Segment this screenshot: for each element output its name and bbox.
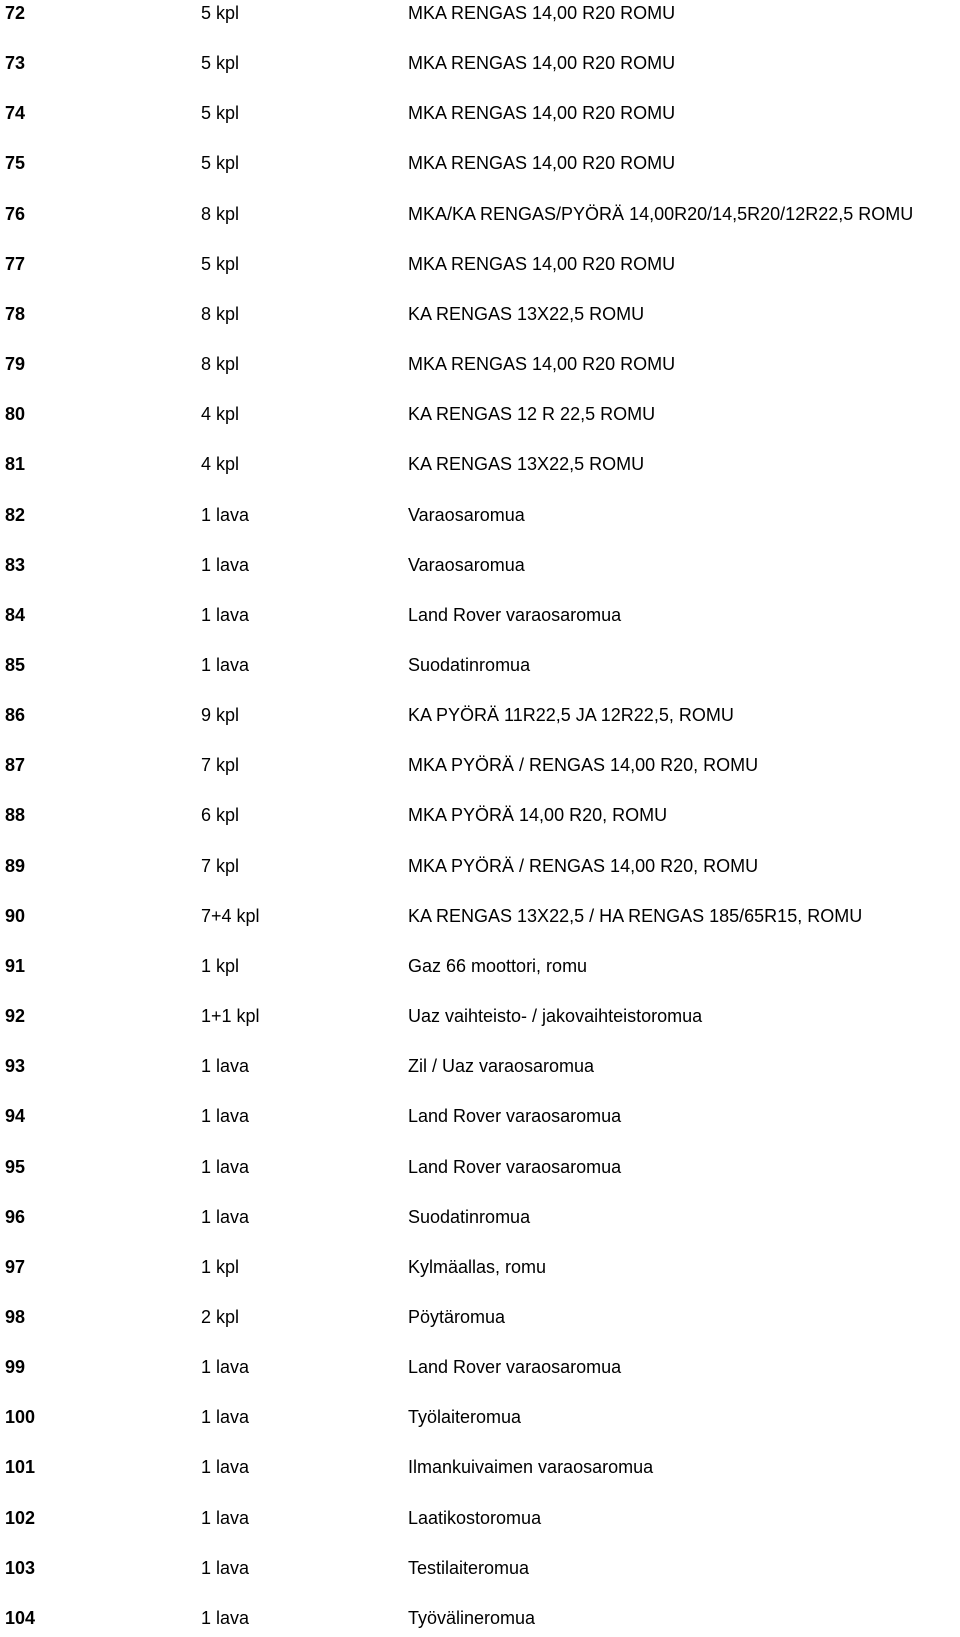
list-item — [0, 203, 960, 233]
item-quantity: 5 kpl — [201, 103, 240, 124]
list-item — [0, 604, 960, 634]
item-quantity: 1 lava — [201, 1407, 250, 1428]
item-quantity: 1 lava — [201, 1056, 250, 1077]
item-number: 80 — [5, 404, 26, 425]
item-description: KA RENGAS 12 R 22,5 ROMU — [408, 404, 656, 425]
item-quantity: 9 kpl — [201, 705, 240, 726]
item-description: MKA RENGAS 14,00 R20 ROMU — [408, 354, 676, 375]
item-description: KA RENGAS 13X22,5 ROMU — [408, 303, 645, 324]
list-item — [0, 1306, 960, 1336]
item-description: MKA RENGAS 14,00 R20 ROMU — [408, 103, 676, 124]
item-number: 90 — [5, 905, 26, 926]
item-number: 89 — [5, 855, 26, 876]
item-number: 97 — [5, 1256, 26, 1277]
item-description: MKA/KA RENGAS/PYÖRÄ 14,00R20/14,5R20/12R22,5 ROMU — [408, 203, 914, 224]
list-item — [0, 2, 960, 32]
item-description: Varaosaromua — [408, 554, 525, 575]
item-quantity: 1 lava — [201, 1206, 250, 1227]
list-item — [0, 1507, 960, 1537]
item-description: Työlaiteromua — [408, 1407, 522, 1428]
item-description: Suodatinromua — [408, 1206, 531, 1227]
item-number: 81 — [5, 454, 26, 475]
list-item — [0, 1607, 960, 1637]
list-item — [0, 1055, 960, 1085]
item-quantity: 7 kpl — [201, 755, 240, 776]
list-item — [0, 1105, 960, 1135]
item-quantity: 1 lava — [201, 554, 250, 575]
item-description: MKA RENGAS 14,00 R20 ROMU — [408, 3, 676, 23]
item-quantity: 1 lava — [201, 1457, 250, 1478]
item-number: 77 — [5, 253, 26, 274]
item-description: KA PYÖRÄ 11R22,5 JA 12R22,5, ROMU — [408, 705, 734, 726]
list-item — [0, 754, 960, 784]
item-number: 101 — [5, 1457, 36, 1478]
item-quantity: 1 lava — [201, 1156, 250, 1177]
list-item — [0, 554, 960, 584]
item-quantity: 4 kpl — [201, 454, 240, 475]
item-description: KA RENGAS 13X22,5 ROMU — [408, 454, 645, 475]
list-item — [0, 1156, 960, 1186]
item-quantity: 5 kpl — [201, 3, 240, 23]
list-item — [0, 1557, 960, 1587]
item-quantity: 8 kpl — [201, 354, 240, 375]
list-item — [0, 403, 960, 433]
item-description: Ilmankuivaimen varaosaromua — [408, 1457, 654, 1478]
item-quantity: 1 lava — [201, 604, 250, 625]
item-description: Land Rover varaosaromua — [408, 1106, 622, 1127]
list-item — [0, 804, 960, 834]
item-number: 74 — [5, 103, 26, 124]
list-item — [0, 52, 960, 82]
list-item — [0, 152, 960, 182]
item-description: Zil / Uaz varaosaromua — [408, 1056, 595, 1077]
item-quantity: 6 kpl — [201, 805, 240, 826]
item-number: 98 — [5, 1306, 26, 1327]
list-item — [0, 102, 960, 132]
list-item — [0, 303, 960, 333]
item-description: Laatikostoromua — [408, 1507, 542, 1528]
item-description: Varaosaromua — [408, 504, 525, 525]
item-quantity: 1 lava — [201, 1507, 250, 1528]
item-number: 78 — [5, 303, 26, 324]
item-number: 95 — [5, 1156, 26, 1177]
item-number: 103 — [5, 1557, 36, 1578]
item-number: 104 — [5, 1607, 36, 1628]
item-description: Testilaiteromua — [408, 1557, 530, 1578]
item-description: Land Rover varaosaromua — [408, 1357, 622, 1377]
item-number: 82 — [5, 504, 26, 525]
item-description: Kylmäallas, romu — [408, 1256, 547, 1277]
item-quantity: 1+1 kpl — [201, 1006, 260, 1026]
item-quantity: 1 lava — [201, 1607, 250, 1628]
item-description: MKA PYÖRÄ / RENGAS 14,00 R20, ROMU — [408, 855, 759, 876]
list-item — [0, 1356, 960, 1386]
item-number: 94 — [5, 1106, 26, 1127]
item-description: MKA PYÖRÄ 14,00 R20, ROMU — [408, 805, 668, 826]
item-number: 75 — [5, 153, 26, 174]
item-quantity: 7+4 kpl — [201, 905, 260, 926]
list-item — [0, 453, 960, 483]
list-item — [0, 704, 960, 734]
item-quantity: 1 kpl — [201, 1256, 240, 1277]
item-description: MKA RENGAS 14,00 R20 ROMU — [408, 153, 676, 174]
item-number: 76 — [5, 203, 26, 224]
item-quantity: 1 lava — [201, 1106, 250, 1127]
item-number: 83 — [5, 554, 26, 575]
item-quantity: 7 kpl — [201, 855, 240, 876]
item-description: Työvälineromua — [408, 1607, 536, 1628]
item-quantity: 8 kpl — [201, 203, 240, 224]
item-number: 92 — [5, 1006, 26, 1026]
item-description: MKA RENGAS 14,00 R20 ROMU — [408, 53, 676, 74]
item-quantity: 5 kpl — [201, 253, 240, 274]
item-description: KA RENGAS 13X22,5 / HA RENGAS 185/65R15, ROMU — [408, 905, 863, 926]
item-number: 85 — [5, 654, 26, 675]
item-description: MKA PYÖRÄ / RENGAS 14,00 R20, ROMU — [408, 755, 759, 776]
item-number: 93 — [5, 1056, 26, 1077]
item-quantity: 5 kpl — [201, 153, 240, 174]
item-number: 99 — [5, 1357, 26, 1377]
item-number: 87 — [5, 755, 26, 776]
list-item — [0, 253, 960, 283]
item-number: 102 — [5, 1507, 36, 1528]
item-description: Land Rover varaosaromua — [408, 604, 622, 625]
item-number: 72 — [5, 3, 26, 23]
item-quantity: 5 kpl — [201, 53, 240, 74]
item-quantity: 2 kpl — [201, 1306, 240, 1327]
list-item — [0, 353, 960, 383]
item-number: 84 — [5, 604, 26, 625]
list-item — [0, 1456, 960, 1486]
list-item — [0, 1005, 960, 1035]
list-item — [0, 1406, 960, 1436]
item-description: Gaz 66 moottori, romu — [408, 955, 588, 976]
item-description: Pöytäromua — [408, 1306, 506, 1327]
item-quantity: 1 kpl — [201, 955, 240, 976]
list-item — [0, 1206, 960, 1236]
item-description: Suodatinromua — [408, 654, 531, 675]
item-quantity: 4 kpl — [201, 404, 240, 425]
item-quantity: 1 lava — [201, 1557, 250, 1578]
item-number: 88 — [5, 805, 26, 826]
item-quantity: 1 lava — [201, 654, 250, 675]
item-number: 100 — [5, 1407, 36, 1428]
list-item — [0, 955, 960, 985]
list-item — [0, 654, 960, 684]
item-number: 96 — [5, 1206, 26, 1227]
item-number: 86 — [5, 705, 26, 726]
item-number: 79 — [5, 354, 26, 375]
item-number: 73 — [5, 53, 26, 74]
list-item — [0, 855, 960, 885]
item-description: Land Rover varaosaromua — [408, 1156, 622, 1177]
item-description: Uaz vaihteisto- / jakovaihteistoromua — [408, 1006, 703, 1026]
item-number: 91 — [5, 955, 26, 976]
item-description: MKA RENGAS 14,00 R20 ROMU — [408, 253, 676, 274]
item-quantity: 1 lava — [201, 504, 250, 525]
list-item — [0, 1256, 960, 1286]
list-item — [0, 504, 960, 534]
item-quantity: 8 kpl — [201, 303, 240, 324]
list-item — [0, 905, 960, 935]
item-quantity: 1 lava — [201, 1357, 250, 1377]
